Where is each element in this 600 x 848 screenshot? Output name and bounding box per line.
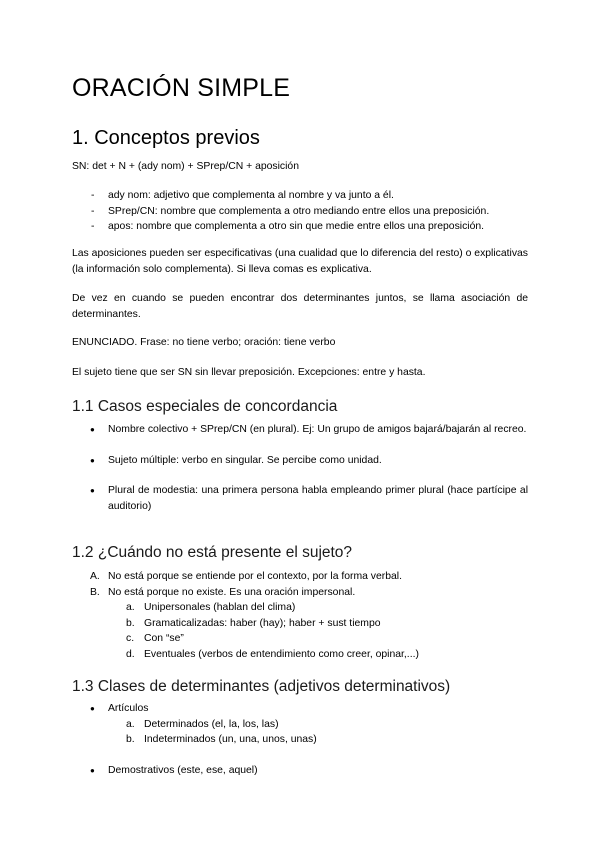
dash-list: [72, 188, 489, 235]
list-item: - ady nom: adjetivo que complementa al nombre y va junto a él.: [72, 188, 489, 204]
list-item: ● Demostrativos (este, ese, aquel): [72, 763, 317, 779]
sub-list-item: a. Unipersonales (hablan del clima): [72, 600, 419, 616]
dash-marker: -: [91, 221, 95, 233]
list-item: B. No está porque no existe. Es una oración impersonal.: [72, 585, 419, 601]
list-marker: b.: [126, 617, 135, 629]
sub-list-item: b. Indeterminados (un, una, unos, unas): [72, 732, 317, 748]
list-marker: c.: [126, 633, 135, 645]
list-item: ● Artículos: [72, 701, 317, 717]
bullet-marker: ●: [90, 455, 95, 465]
sn-formula: SN: det + N + (ady nom) + SPrep/CN + aposición: [72, 161, 299, 172]
dash-marker: -: [91, 190, 95, 201]
list-item: A. No está porque se entiende por el contexto, por la forma verbal.: [72, 569, 419, 585]
alpha-list-sujeto: [72, 569, 419, 663]
document-title: ORACIÓN SIMPLE: [72, 74, 291, 102]
bullet-marker: ●: [90, 486, 95, 496]
paragraph-sujeto: El sujeto tiene que ser SN sin llevar preposición. Excepciones: entre y hasta.: [72, 367, 426, 378]
paragraph-determinantes: De vez en cuando se pueden encontrar dos determinantes juntos, se llama asociación de determinantes.: [72, 293, 528, 320]
bullet-list-concordancia: [72, 422, 528, 514]
sub-list-item: a. Determinados (el, la, los, las): [72, 717, 317, 733]
list-marker: B.: [90, 586, 100, 598]
section-1-heading: 1. Conceptos previos: [72, 127, 260, 149]
list-item: ● Nombre colectivo + SPrep/CN (en plural). Ej: Un grupo de amigos bajará/bajarán al recreo.: [72, 422, 528, 438]
list-marker: a.: [126, 718, 135, 730]
list-item: - SPrep/CN: nombre que complementa a otro mediando entre ellos una preposición.: [72, 204, 489, 220]
sub-list-item: d. Eventuales (verbos de entendimiento como creer, opinar,...): [72, 647, 419, 663]
list-item: ● Plural de modestia: una primera persona habla empleando primer plural (hace partícipe al auditorio): [90, 485, 528, 512]
paragraph-enunciado: ENUNCIADO. Frase: no tiene verbo; oración: tiene verbo: [72, 337, 336, 348]
list-item: ● Sujeto múltiple: verbo en singular. Se percibe como unidad.: [72, 453, 528, 469]
bullet-marker: ●: [90, 425, 95, 434]
dash-marker: -: [91, 205, 95, 217]
list-marker: d.: [126, 648, 135, 660]
paragraph-aposiciones: Las aposiciones pueden ser especificativas (una cualidad que lo diferencia del resto) o explicativas (la información solo complementa). Si lleva comas es explicativa.: [72, 248, 528, 275]
section-1-3-heading: 1.3 Clases de determinantes (adjetivos determinativos): [72, 678, 451, 695]
bullet-marker: ●: [90, 765, 95, 775]
list-marker: A.: [90, 571, 100, 582]
sub-list-item: b. Gramaticalizadas: haber (hay); haber + sust tiempo: [72, 616, 419, 632]
bullet-marker: ●: [90, 704, 95, 713]
bullet-list-determinantes: [72, 701, 317, 778]
sub-list-item: c. Con “se”: [72, 631, 419, 647]
list-marker: b.: [126, 734, 135, 746]
section-1-1-heading: 1.1 Casos especiales de concordancia: [72, 398, 338, 415]
list-item: - apos: nombre que complementa a otro sin que medie entre ellos una preposición.: [72, 219, 489, 235]
section-1-2-heading: 1.2 ¿Cuándo no está presente el sujeto?: [72, 544, 353, 561]
list-marker: a.: [126, 602, 135, 614]
